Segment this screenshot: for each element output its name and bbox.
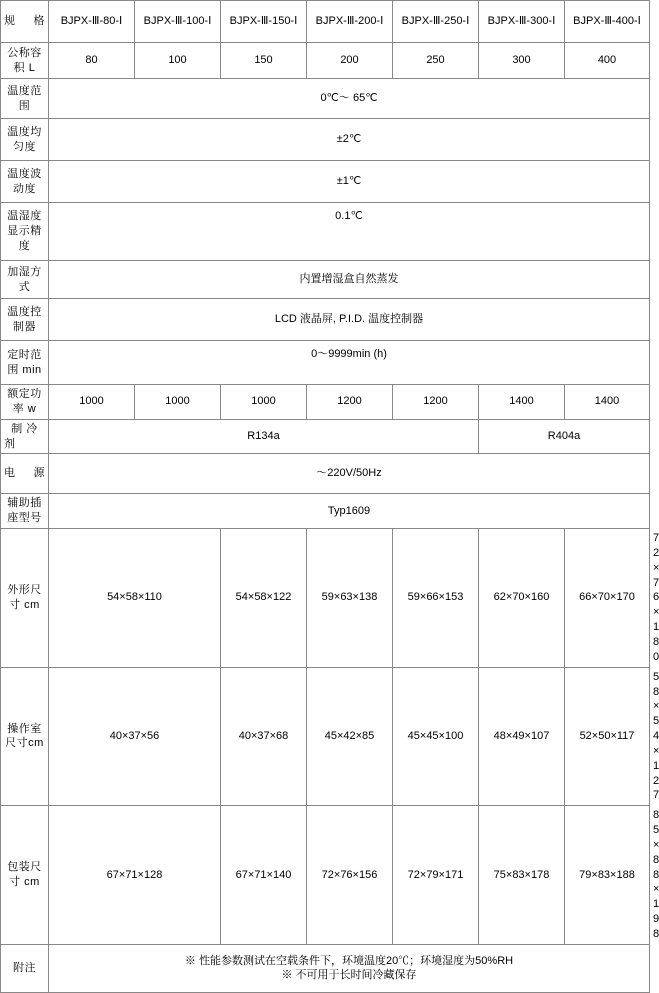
row-label-notes: 附注 bbox=[1, 944, 49, 992]
table-row-temp-fluctuation bbox=[1, 161, 650, 203]
package-size-6: 79×83×188 bbox=[565, 806, 650, 945]
package-size-2: 67×71×140 bbox=[221, 806, 307, 945]
header-model-4: BJPX-Ⅲ-200-Ⅰ bbox=[307, 1, 393, 43]
package-size-3: 72×76×156 bbox=[307, 806, 393, 945]
display-accuracy-value: 0.1℃ bbox=[49, 203, 650, 261]
volume-value-3: 150 bbox=[221, 43, 307, 79]
volume-value-4: 200 bbox=[307, 43, 393, 79]
outer-size-3: 59×63×138 bbox=[307, 529, 393, 668]
table-row-volume bbox=[1, 43, 650, 79]
refrigerant-value-1: R134a bbox=[49, 419, 479, 454]
chamber-size-5: 48×49×107 bbox=[479, 667, 565, 806]
table-row-temp-range bbox=[1, 79, 650, 119]
volume-value-2: 100 bbox=[135, 43, 221, 79]
row-label-timer: 定时范围 min bbox=[1, 341, 49, 385]
row-label-volume: 公称容积 L bbox=[1, 43, 49, 79]
package-size-4: 72×79×171 bbox=[393, 806, 479, 945]
outer-size-4: 59×66×153 bbox=[393, 529, 479, 668]
table-row-outer-size: 外形尺寸 cm 54×58×110 54×58×122 59×63×138 59×66×153 62×70×160 66×70×170 72×76×180 bbox=[1, 529, 650, 668]
chamber-size-1: 40×37×56 bbox=[49, 667, 221, 806]
power-value-6: 1400 bbox=[479, 385, 565, 420]
timer-value: 0～9999min (h) bbox=[49, 341, 650, 385]
table-row-temp-uniformity bbox=[1, 119, 650, 161]
humidify-value: 内置增湿盒自然蒸发 bbox=[49, 261, 650, 299]
header-model-5: BJPX-Ⅲ-250-Ⅰ bbox=[393, 1, 479, 43]
table-row-humidify bbox=[1, 261, 650, 299]
chamber-size-6: 52×50×117 bbox=[565, 667, 650, 806]
chamber-size-4: 45×45×100 bbox=[393, 667, 479, 806]
table-row-chamber-size: 操作室尺寸cm 40×37×56 40×37×68 45×42×85 45×45×100 48×49×107 52×50×117 58×54×127 bbox=[1, 667, 650, 806]
package-size-1: 67×71×128 bbox=[49, 806, 221, 945]
temp-fluctuation-value: ±1℃ bbox=[49, 161, 650, 203]
row-label-display-accuracy: 温湿度显示精度 bbox=[1, 203, 49, 261]
supply-value: ～220V/50Hz bbox=[49, 454, 650, 494]
header-model-1: BJPX-Ⅲ-80-Ⅰ bbox=[49, 1, 135, 43]
socket-value: Typ1609 bbox=[49, 494, 650, 529]
row-label-power: 额定功率 w bbox=[1, 385, 49, 420]
volume-value-5: 250 bbox=[393, 43, 479, 79]
power-value-3: 1000 bbox=[221, 385, 307, 420]
volume-value-7: 400 bbox=[565, 43, 650, 79]
package-size-5: 75×83×178 bbox=[479, 806, 565, 945]
table-row-power bbox=[1, 385, 650, 420]
note-line-2: ※ 不可用于长时间冷藏保存 bbox=[281, 969, 417, 982]
table-row-header bbox=[1, 1, 650, 43]
table-row-socket bbox=[1, 494, 650, 529]
power-value-5: 1200 bbox=[393, 385, 479, 420]
row-label-outer-size: 外形尺寸 cm bbox=[1, 529, 49, 668]
volume-value-6: 300 bbox=[479, 43, 565, 79]
outer-size-6: 66×70×170 bbox=[565, 529, 650, 668]
header-model-2: BJPX-Ⅲ-100-Ⅰ bbox=[135, 1, 221, 43]
power-value-7: 1400 bbox=[565, 385, 650, 420]
header-label-cell: 规 格 bbox=[1, 1, 49, 43]
row-label-socket: 辅助插座型号 bbox=[1, 494, 49, 529]
header-model-3: BJPX-Ⅲ-150-Ⅰ bbox=[221, 1, 307, 43]
table-row-refrigerant bbox=[1, 419, 650, 454]
table-row-supply bbox=[1, 454, 650, 494]
row-label-temp-fluctuation: 温度波动度 bbox=[1, 161, 49, 203]
table-row-timer bbox=[1, 341, 650, 385]
notes-cell bbox=[49, 944, 650, 992]
row-label-chamber-size: 操作室尺寸cm bbox=[1, 667, 49, 806]
chamber-size-2: 40×37×68 bbox=[221, 667, 307, 806]
row-label-package-size: 包装尺寸 cm bbox=[1, 806, 49, 945]
table-row-package-size: 包装尺寸 cm 67×71×128 67×71×140 72×76×156 72×79×171 75×83×178 79×83×188 85×88×198 bbox=[1, 806, 650, 945]
row-label-temp-range: 温度范围 bbox=[1, 79, 49, 119]
power-value-2: 1000 bbox=[135, 385, 221, 420]
outer-size-2: 54×58×122 bbox=[221, 529, 307, 668]
volume-value-1: 80 bbox=[49, 43, 135, 79]
power-value-1: 1000 bbox=[49, 385, 135, 420]
table-row-display-accuracy bbox=[1, 203, 650, 261]
table-row-notes bbox=[1, 944, 650, 992]
chamber-size-3: 45×42×85 bbox=[307, 667, 393, 806]
header-model-7: BJPX-Ⅲ-400-Ⅰ bbox=[565, 1, 650, 43]
temp-uniformity-value: ±2℃ bbox=[49, 119, 650, 161]
temp-range-value: 0℃～ 65℃ bbox=[49, 79, 650, 119]
refrigerant-value-2: R404a bbox=[479, 419, 650, 454]
outer-size-5: 62×70×160 bbox=[479, 529, 565, 668]
row-label-humidify: 加湿方式 bbox=[1, 261, 49, 299]
outer-size-1: 54×58×110 bbox=[49, 529, 221, 668]
row-label-controller: 温度控制器 bbox=[1, 299, 49, 341]
row-label-refrigerant: 制 冷 剂 bbox=[1, 419, 49, 454]
row-label-temp-uniformity: 温度均匀度 bbox=[1, 119, 49, 161]
controller-value: LCD 液晶屏, P.I.D. 温度控制器 bbox=[49, 299, 650, 341]
header-model-6: BJPX-Ⅲ-300-Ⅰ bbox=[479, 1, 565, 43]
row-label-supply: 电 源 bbox=[1, 454, 49, 494]
note-line-1: ※ 性能参数测试在空载条件下，环境温度20℃；环境湿度为50%RH bbox=[184, 954, 514, 967]
power-value-4: 1200 bbox=[307, 385, 393, 420]
table-row-controller bbox=[1, 299, 650, 341]
